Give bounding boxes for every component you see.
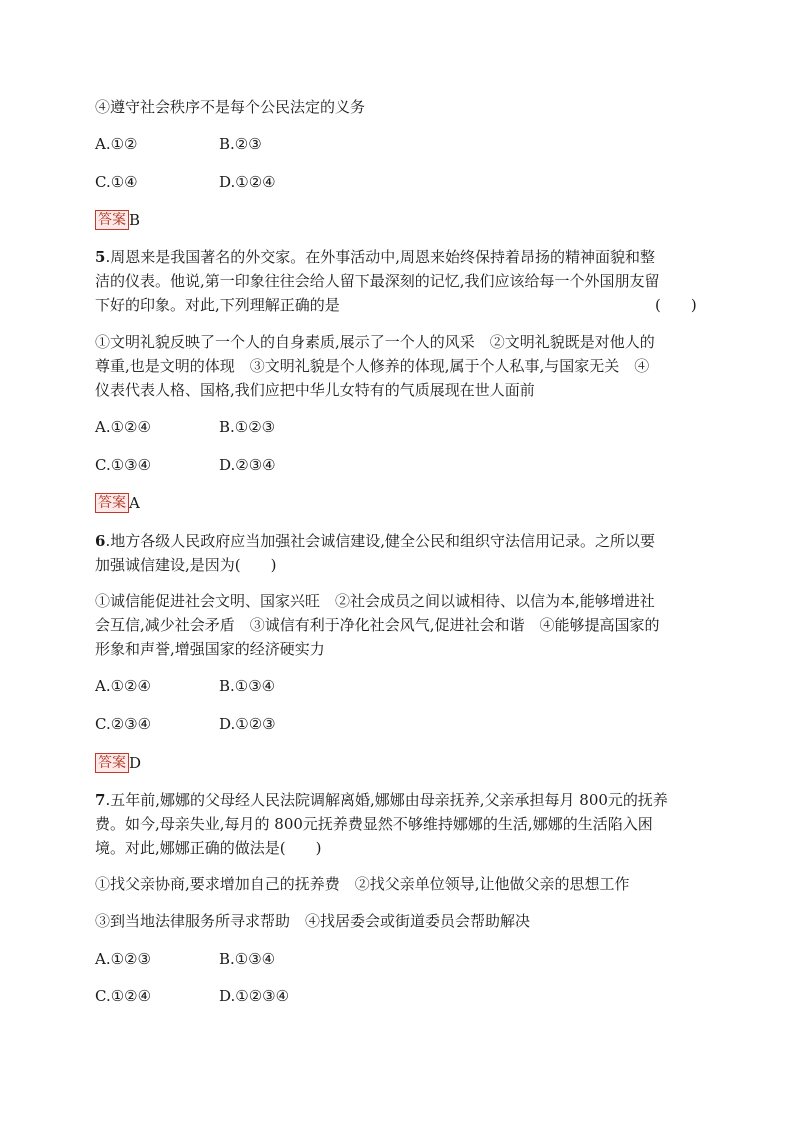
q5-option-b: B.①②③ — [219, 418, 276, 436]
q7-item-line-1: ①找父亲协商,要求增加自己的抚养费 ②找父亲单位领导,让他做父亲的思想工作 — [95, 875, 630, 893]
q6-option-a: A.①②④ — [95, 677, 151, 695]
q5-stem-line-2: 洁的仪表。他说,第一印象往往会给人留下最深刻的记忆,我们应该给每一个外国朋友留 — [95, 272, 660, 290]
q5-number: 5 — [95, 248, 106, 266]
q7-option-d: D.①②③④ — [219, 987, 290, 1005]
q4-item-4: ④遵守社会秩序不是每个公民法定的义务 — [95, 98, 366, 116]
q7-item-line-2: ③到当地法律服务所寻求帮助 ④找居委会或街道委员会帮助解决 — [95, 912, 531, 930]
q6-option-b: B.①③④ — [219, 677, 276, 695]
q5-option-a: A.①②④ — [95, 418, 151, 436]
answer-badge: 答案 — [95, 493, 129, 513]
q5-stem-line-1: 5.周恩来是我国著名的外交家。在外事活动中,周恩来始终保持着昂扬的精神面貌和整 — [95, 248, 655, 266]
q6-item-line-1: ①诚信能促进社会文明、国家兴旺 ②社会成员之间以诚相待、以信为本,能够增进社 — [95, 592, 655, 610]
q6-answer — [95, 751, 141, 774]
q5-answer-value: A — [129, 494, 140, 512]
q6-option-c: C.②③④ — [95, 715, 152, 733]
q5-option-d: D.②③④ — [219, 456, 276, 474]
q5-item-line-2: 尊重,也是文明的体现 ③文明礼貌是个人修养的体现,属于个人私事,与国家无关 ④ — [95, 357, 650, 375]
q5-item-line-3: 仪表代表人格、国格,我们应把中华儿女特有的气质展现在世人面前 — [95, 381, 535, 399]
answer-badge: 答案 — [95, 753, 129, 773]
q6-number: 6 — [95, 532, 106, 550]
q5-answer-blank: ( ) — [655, 296, 697, 314]
q7-stem-line-3: 境。对此,娜娜正确的做法是( ) — [95, 839, 322, 857]
q6-stem-line-1: 6.地方各级人民政府应当加强社会诚信建设,健全公民和组织守法信用记录。之所以要 — [95, 532, 655, 550]
q4-option-d: D.①②④ — [219, 173, 276, 191]
q5-option-c: C.①③④ — [95, 456, 152, 474]
q4-option-c: C.①④ — [95, 173, 138, 191]
q7-stem-line-2: 费。如今,母亲失业,每月的 800元抚养费显然不够维持娜娜的生活,娜娜的生活陷入困 — [95, 815, 653, 833]
q6-item-line-3: 形象和声誉,增强国家的经济硬实力 — [95, 640, 325, 658]
q6-item-line-2: 会互信,减少社会矛盾 ③诚信有利于净化社会风气,促进社会和谐 ④能够提高国家的 — [95, 616, 660, 634]
q4-option-b: B.②③ — [219, 135, 262, 153]
q7-option-c: C.①②④ — [95, 987, 152, 1005]
q5-stem-line-3: 下好的印象。对此,下列理解正确的是 — [95, 296, 340, 314]
q5-answer — [95, 491, 140, 514]
q6-answer-value: D — [129, 754, 142, 772]
q5-item-line-1: ①文明礼貌反映了一个人的自身素质,展示了一个人的风采 ②文明礼貌既是对他人的 — [95, 333, 655, 351]
q7-number: 7 — [95, 791, 106, 809]
answer-badge: 答案 — [95, 210, 129, 230]
q7-option-b: B.①③④ — [219, 950, 276, 968]
q4-option-a: A.①② — [95, 135, 138, 153]
q7-stem-line-1: 7.五年前,娜娜的父母经人民法院调解离婚,娜娜由母亲抚养,父亲承担每月 800元的抚养 — [95, 791, 668, 809]
q4-answer — [95, 208, 140, 231]
q4-answer-value: B — [129, 211, 141, 229]
q6-stem-line-2: 加强诚信建设,是因为( ) — [95, 556, 277, 574]
q7-option-a: A.①②③ — [95, 950, 151, 968]
q6-option-d: D.①②③ — [219, 715, 276, 733]
